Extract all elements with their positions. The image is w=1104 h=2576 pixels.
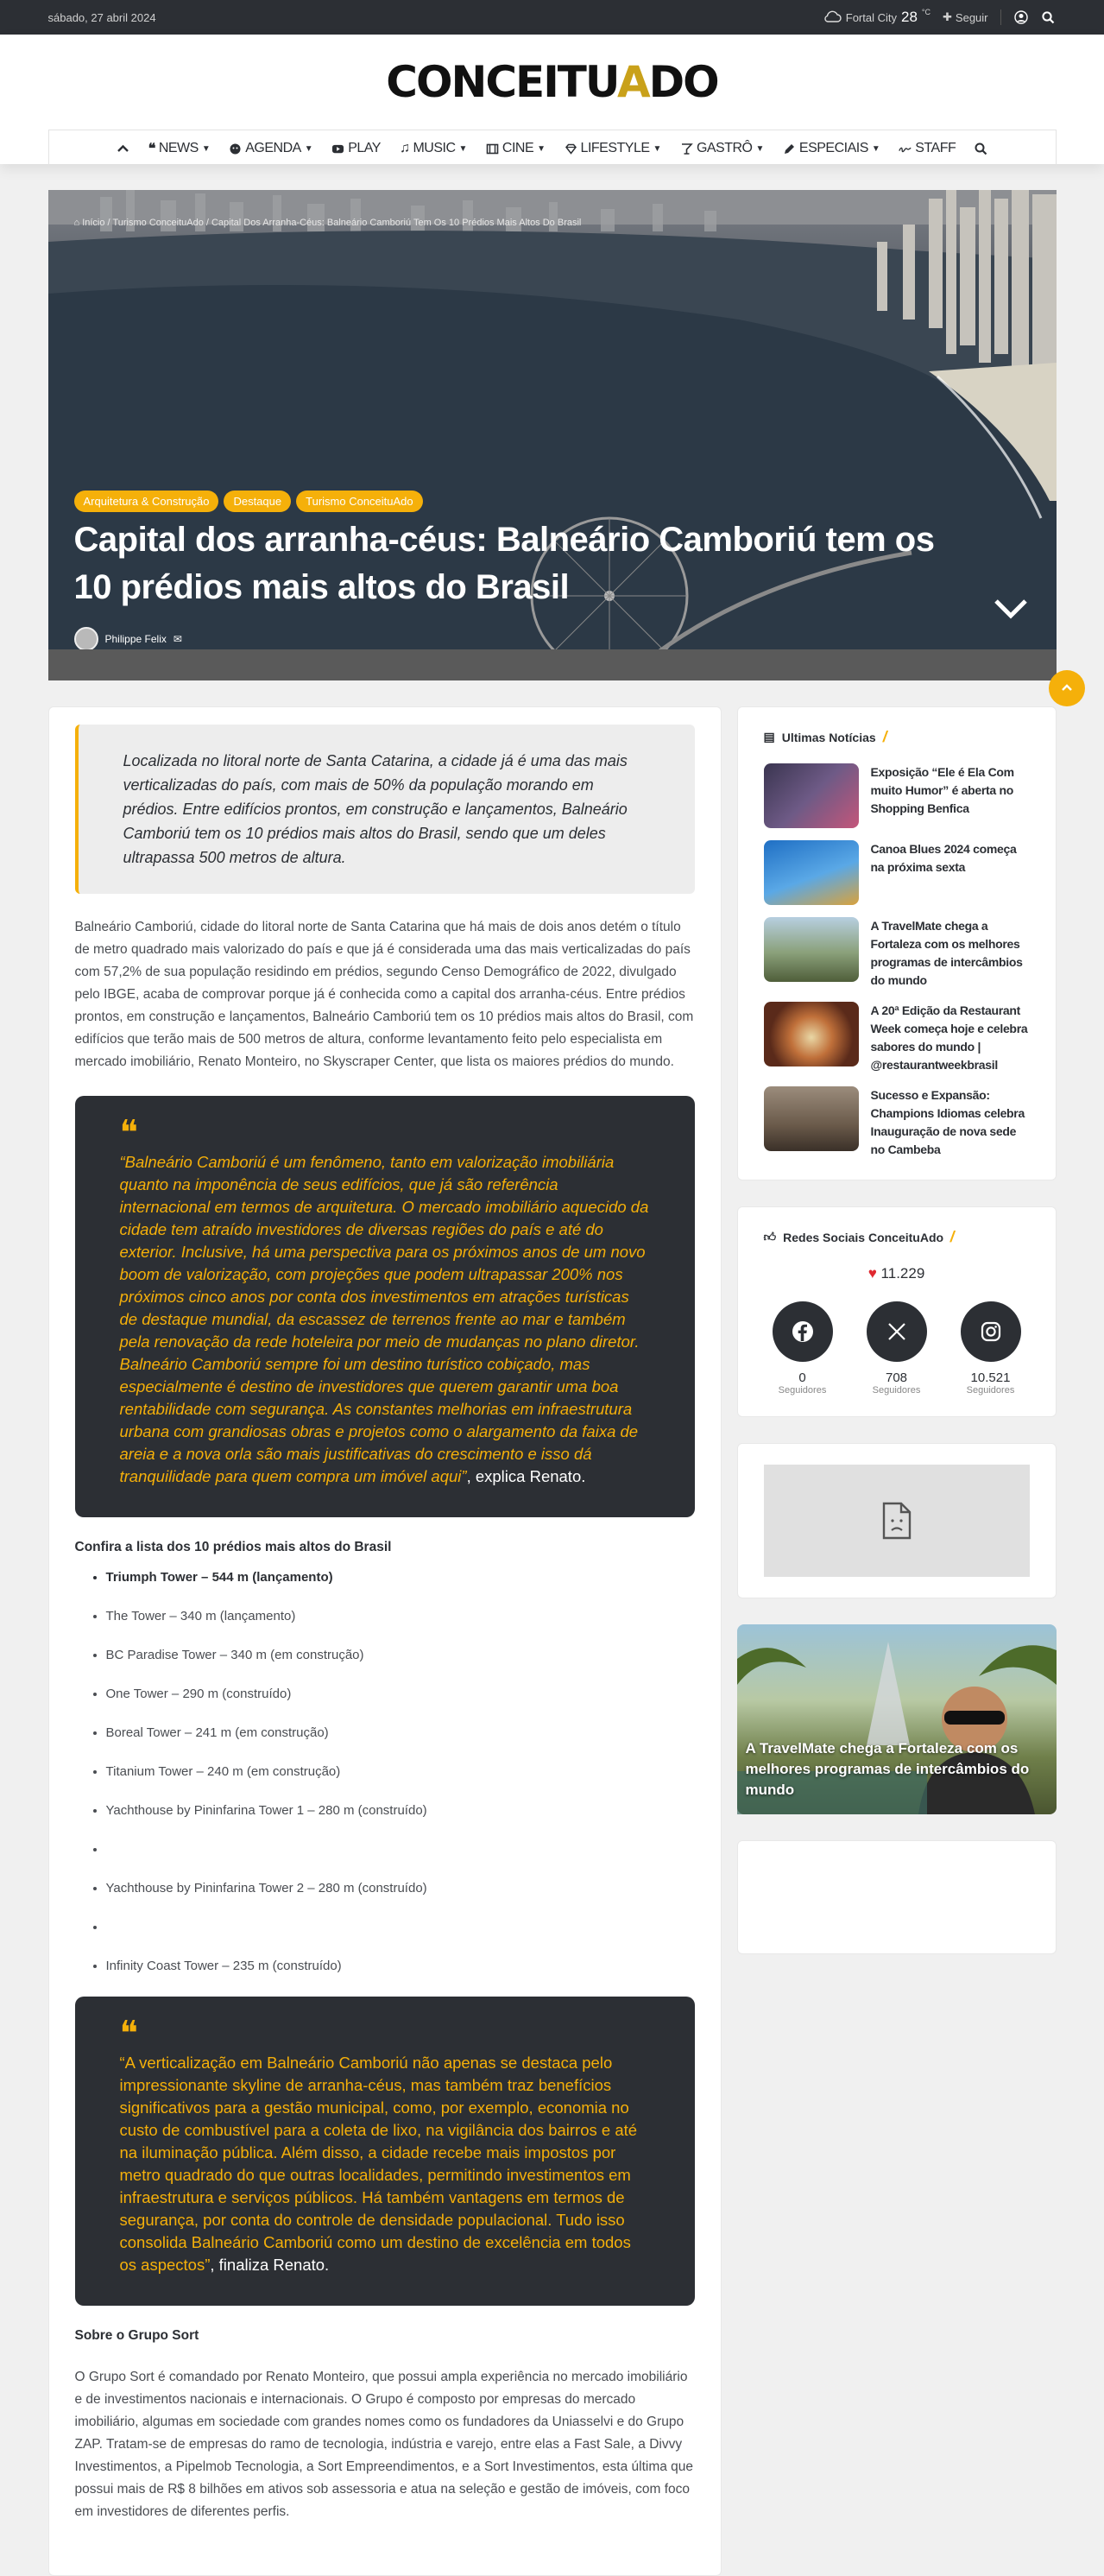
recent-post[interactable] (764, 917, 1030, 990)
cocktail-icon (680, 142, 693, 155)
about-paragraph: O Grupo Sort é comandado por Renato Monteiro, que possui ampla experiência no mercado imobiliário e de investimentos nacionais e internacionais. O Grupo é composto por empresas do mercado imobiliário, algumas em sociedade com grandes nomes como os fundadores da Uniasselvi e do Grupo ZAP. Tratam-se de empresas do ramo de tecnologia, indústria e varejo, entre elas a Fast Sale, a Divvy Investimentos, a Pipelmob Tecnologia, a Sort Empreendimentos, e a Sort Investimentos, esta última que possui mais de R$ 8 bilhões em ativos sob assessoria e atua na seleção e gestão de imóveis, com foco em investidores de diferentes perfis. (74, 2370, 694, 2519)
quote-text: “A verticalização em Balneário Camboriú não apenas se destaca pelo impressionante skyline de arranha-céus, mas também traz benefícios significativos para a gestão municipal, como, por exemplo, economia no custo de combustível para a coleta de lixo, na vigilância dos bairros e até na iluminação pública. Além disso, a cidade recebe mais impostos por metro quadrado do que outras localidades, permitindo investimentos em infraestrutura e serviços públicos. Há também vantagens em termos de segurança, por conta do controle de densidade populacional. Tudo isso consolida Balneário Camboriú como um destino de excelência em todos os aspectos” (119, 2054, 638, 2274)
post-title: A 20ª Edição da Restaurant Week começa hoje e celebra sabores do mundo | @restaurantweekbrasil (870, 1003, 1028, 1072)
diamond-icon (565, 142, 577, 155)
quote-text: “Balneário Camboriú é um fenômeno, tanto em valorização imobiliária quanto na imponência de seus edifícios, que já são referência internacional em termos de arquitetura. O mercado imobiliário aquecido da cidade tem atraído investidores de diversas regiões do país e até do exterior. Inclusive, há uma perspectiva para os próximos anos de um novo boom de valorização, com projeções que podem ultrapassar 200% nos próximos cinco anos por conta dos investimentos em atrações turísticas de destaque mundial, da escassez de terrenos frente ao mar e também pela renovação da rede hoteleira por meio de mudanças no plano diretor. Balneário Camboriú sempre foi um destino turístico cobiçado, mas especialmente é destino de investidores que querem garantir uma boa rentabilidade com segurança. As constantes melhorias em infraestrutura urbana com grandiosas obras e projetos como o alargamento da faixa de areia e a nova orla são mais justificativas do crescimento e isso dá tranquilidade para quem compra um imóvel aqui” (119, 1153, 649, 1485)
home-chevron-icon (117, 142, 129, 155)
x-icon (867, 1301, 927, 1362)
nav-agenda-label: AGENDA (245, 141, 301, 155)
breadcrumb[interactable] (74, 218, 582, 228)
hero-bottom-bar (48, 649, 1057, 680)
list-item: • Yachthouse by Pininfarina Tower 2 – 280 m (construído) (106, 1880, 695, 1897)
category-tags (74, 491, 423, 512)
social-x[interactable] (867, 1301, 927, 1396)
author-name: Philippe Felix (104, 633, 167, 645)
nav-staff[interactable] (899, 141, 956, 156)
nav-music[interactable] (400, 141, 467, 156)
film-icon (486, 142, 499, 155)
social-instagram[interactable] (961, 1301, 1021, 1396)
chevron-down-icon: ▼ (653, 143, 661, 154)
nav-lifestyle-label: LIFESTYLE (580, 141, 650, 155)
nav-play-label: PLAY (348, 141, 381, 155)
quote-attribution: , explica Renato. (466, 1467, 586, 1485)
thumbs-up-icon: 👍︎ (763, 1230, 777, 1244)
sidebar (737, 706, 1057, 1954)
chevron-up-icon (1060, 681, 1074, 695)
nav-agenda[interactable] (229, 141, 312, 156)
weather-temp: 28 (900, 9, 918, 25)
list-item: • Infinity Coast Tower – 235 m (construído) (106, 1958, 695, 1975)
widget-title: Ultimas Notícias (781, 730, 876, 744)
cloud-icon (823, 9, 842, 26)
follow-button[interactable] (943, 10, 987, 24)
nav-home[interactable] (117, 142, 129, 155)
likes-value: 11.229 (880, 1265, 925, 1282)
pen-icon (783, 142, 796, 155)
nav-lifestyle[interactable] (565, 141, 661, 156)
post-thumbnail (764, 1086, 859, 1151)
chevron-down-icon: ▼ (871, 143, 880, 154)
quote-block (75, 1997, 695, 2306)
music-note-icon: ♫ (399, 141, 410, 155)
slash-decoration: / (949, 1228, 956, 1245)
topbar-divider (1000, 9, 1001, 25)
list-item: • Yachthouse by Pininfarina Tower 1 – 280 m (construído) (106, 1802, 695, 1820)
list-item: • One Tower – 290 m (construído) (106, 1686, 695, 1703)
social-count: 10.521 (970, 1370, 1011, 1385)
quote-mark-icon: ❝ (119, 1113, 139, 1153)
about-heading: Sobre o Grupo Sort (74, 2328, 199, 2343)
follow-label: Seguir (955, 10, 988, 24)
nav-play[interactable] (331, 141, 381, 156)
instagram-icon (961, 1301, 1021, 1362)
social-label: Seguidores (778, 1385, 827, 1396)
list-item: • Triumph Tower – 544 m (lançamento) (106, 1569, 695, 1586)
list-item: • Boreal Tower – 241 m (em construção) (106, 1725, 695, 1742)
ad-placeholder[interactable] (764, 1465, 1030, 1577)
plus-icon: ✚ (943, 10, 952, 23)
post-title: Sucesso e Expansão: Champions Idiomas celebra Inauguração de nova sede no Cambeba (870, 1088, 1025, 1156)
facebook-icon (773, 1301, 833, 1362)
ad-widget (737, 1443, 1057, 1598)
empty-widget (737, 1840, 1057, 1954)
recent-post[interactable] (764, 1002, 1030, 1074)
heart-icon: ♥ (867, 1265, 877, 1282)
back-to-top-button[interactable] (1049, 670, 1085, 706)
author-avatar (74, 627, 98, 651)
nav-gastro-label: GASTRÔ (696, 141, 753, 155)
chevron-down-icon: ▼ (537, 143, 546, 154)
hero-banner (48, 190, 1057, 680)
nav-especiais-label: ESPECIAIS (798, 141, 868, 155)
post-title: Exposição “Ele é Ela Com muito Humor” é aberta no Shopping Benfica (870, 765, 1014, 815)
search-icon[interactable] (1041, 9, 1057, 25)
likes-count (764, 1265, 1030, 1282)
social-label: Seguidores (966, 1385, 1015, 1396)
quote-block (75, 1096, 695, 1517)
article-title: Capital dos arranha-céus: Balneário Camboriú tem os 10 prédios mais altos do Brasil (73, 521, 935, 606)
list-item: • Titanium Tower – 240 m (em construção) (106, 1763, 695, 1781)
social-label: Seguidores (872, 1385, 921, 1396)
search-icon (975, 142, 987, 155)
nav-news-label: NEWS (158, 141, 199, 155)
weather-unit: °C (921, 8, 931, 16)
category-tag[interactable]: Turismo ConceituAdo (296, 491, 423, 512)
widget-title: Redes Sociais ConceituAdo (783, 1230, 944, 1244)
featured-post-title: A TravelMate chega a Fortaleza com os melhores programas de intercâmbios do mundo (745, 1740, 1030, 1798)
recent-post[interactable] (764, 763, 1030, 828)
post-title: A TravelMate chega a Fortaleza com os melhores programas de intercâmbios do mundo (870, 919, 1023, 987)
recent-post[interactable] (764, 840, 1030, 905)
article-body (48, 706, 722, 2576)
quote-mark-icon: ❝ (119, 2014, 139, 2054)
breadcrumb-text: Início / Turismo ConceituAdo / Capital Dos Arranha-Céus: Balneário Camboriú Tem Os 10 Prédios Mais Altos Do Brasil (82, 218, 582, 228)
list-item-empty (106, 1919, 695, 1936)
chevron-down-icon: ▼ (458, 143, 467, 154)
article-paragraph: Balneário Camboriú, cidade do litoral norte de Santa Catarina que há mais de dois anos detém o título de metro quadrado mais valorizado do país e que já é considerada uma das mais verticalizadas do país com 57,2% de sua população residindo em prédios, segundo Censo Demográfico de 2022, divulgado pelo IBGE, acaba de comprovar porque já é conhecida como a capital dos arranha-céus. Entre prédios prontos, em construção e lançamentos, Balneário Camboriú tem os 10 prédios mais altos do Brasil, com edifícios que terão mais de 500 metros de altura, conforme levantamento feito pelo especialista em mercado imobiliário, Renato Monteiro, no Skyscraper Center, que lista os maiores prédios do mundo. (74, 920, 694, 1069)
post-thumbnail (764, 840, 859, 905)
buildings-list (75, 1569, 695, 1975)
nav-gastro[interactable] (680, 141, 764, 156)
post-thumbnail (764, 917, 859, 982)
social-facebook[interactable] (773, 1301, 833, 1396)
weather-city: Fortal City (845, 10, 897, 24)
masks-icon (229, 142, 242, 155)
category-tag[interactable]: Destaque (224, 491, 291, 512)
envelope-icon[interactable]: ✉ (173, 633, 182, 645)
site-logo[interactable]: CONCEITUADO (386, 57, 718, 107)
nav-music-label: MUSIC (413, 141, 456, 155)
chevron-down-icon: ▼ (755, 143, 764, 154)
author-meta[interactable] (74, 627, 182, 651)
recent-post[interactable] (764, 1086, 1030, 1159)
top-bar (0, 0, 1104, 35)
signature-icon (899, 142, 912, 155)
main-nav (48, 130, 1057, 167)
current-date: sábado, 27 abril 2024 (47, 10, 156, 24)
category-tag[interactable]: Arquitetura & Construção (74, 491, 219, 512)
social-count: 0 (798, 1370, 806, 1385)
social-count: 708 (885, 1370, 908, 1385)
slash-decoration: / (880, 728, 889, 745)
post-thumbnail (764, 1002, 859, 1066)
post-title: Canoa Blues 2024 começa na próxima sexta (870, 842, 1017, 874)
broken-file-icon (881, 1502, 912, 1540)
social-widget (737, 1206, 1057, 1417)
quote-attribution: , finaliza Renato. (210, 2256, 330, 2274)
weather-widget (823, 9, 931, 26)
list-heading: Confira a lista dos 10 prédios mais altos do Brasil (74, 1540, 392, 1554)
youtube-icon (331, 142, 344, 155)
site-header (0, 35, 1104, 164)
nav-search[interactable] (975, 142, 987, 155)
nav-cine[interactable] (486, 141, 546, 156)
chevron-down-icon: ▼ (304, 143, 313, 154)
document-icon: ▤ (763, 730, 775, 744)
list-item-empty (106, 1841, 695, 1858)
featured-post-card[interactable] (737, 1624, 1057, 1814)
nav-especiais[interactable] (783, 141, 880, 156)
nav-cine-label: CINE (502, 141, 534, 155)
post-thumbnail (764, 763, 859, 828)
user-icon[interactable] (1013, 9, 1029, 25)
recent-posts-widget (737, 706, 1057, 1180)
article-intro: Localizada no litoral norte de Santa Catarina, a cidade já é uma das mais verticalizadas do país, com mais de 50% da população morando em prédios. Entre edifícios prontos, em construção e lançamentos, Balneário Camboriú tem os 10 prédios mais altos do Brasil, sendo que um deles ultrapassa 500 metros de altura. (75, 725, 695, 894)
chevron-down-icon: ▼ (201, 143, 211, 154)
list-item: • BC Paradise Tower – 340 m (em construção) (106, 1647, 695, 1664)
nav-staff-label: STAFF (915, 141, 956, 155)
list-item: • The Tower – 340 m (lançamento) (106, 1608, 695, 1625)
nav-news[interactable] (148, 140, 211, 157)
scroll-down-icon[interactable] (991, 587, 1031, 627)
home-icon: ⌂ (73, 218, 83, 228)
quote-icon: ❝ (148, 142, 155, 156)
